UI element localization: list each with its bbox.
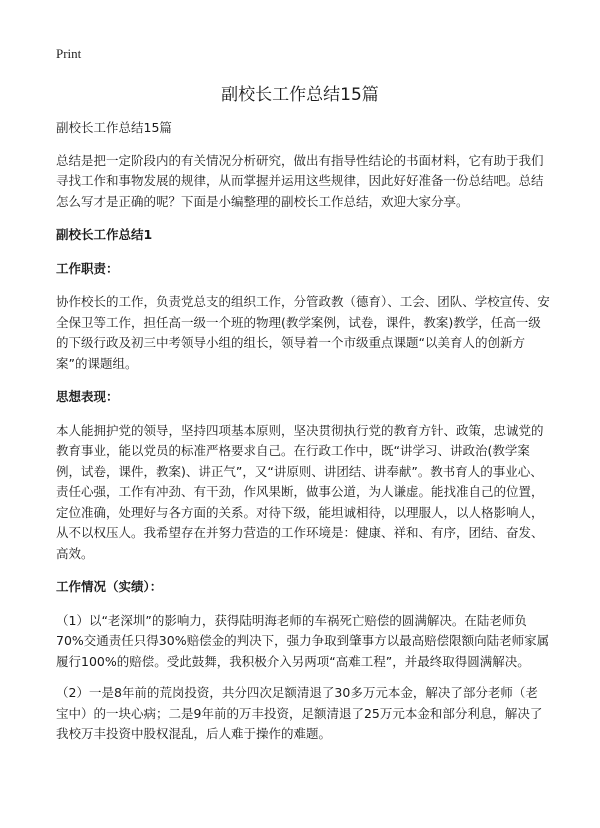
- intro-paragraph: 总结是把一定阶段内的有关情况分析研究，做出有指导性结论的书面材料，它有助于我们寻找工作和事物发展的规律，从而掌握并运用这些规律，因此好好准备一份总结吧。总结怎么写才是正确的呢？下面是小编整理的副校长工作总结，欢迎大家分享。: [56, 152, 544, 209]
- document-subtitle: 副校长工作总结15篇: [56, 120, 172, 135]
- work-heading: 工作情况（实绩）：: [56, 579, 163, 594]
- section-heading: 副校长工作总结1: [56, 227, 153, 242]
- page-title: 副校长工作总结15篇: [221, 85, 379, 105]
- print-link[interactable]: Print: [56, 46, 82, 61]
- document-body: [56, 118, 550, 758]
- duties-paragraph: 协作校长的工作，负责党总支的组织工作，分管政教（德育）、工会、团队、学校宣传、安全保卫等工作，担任高一级一个班的物理(教学案例，试卷，课件，教案)教学，任高一级的下级行政及初三中考领导小组的组长，领导着一个市级重点课题“以美育人的创新方案”的课题组。: [56, 294, 550, 371]
- work-item-1: （1）以“老深圳”的影响力，获得陆明海老师的车祸死亡赔偿的圆满解决。在陆老师负70%交通责任只得30%赔偿金的判决下，强力争取到肇事方以最高赔偿限额向陆老师家属履行100%的赔偿。受此鼓舞，我积极介入另两项“高难工程”，并最终取得圆满解决。: [56, 612, 550, 669]
- duties-heading: 工作职责：: [56, 260, 119, 276]
- thoughts-heading: 思想表现：: [56, 389, 119, 404]
- thoughts-paragraph: 本人能拥护党的领导，坚持四项基本原则，坚决贯彻执行党的教育方针、政策，忠诚党的教育事业，能以党员的标准严格要求自己。在行政工作中，既“讲学习、讲政治(教学案例，试卷，课件，教案)、讲正气”，又“讲原则、讲团结、讲奉献”。教书育人的事业心、责任心强，工作有冲劲、有干劲，作风果断，做事公道，为人谦虚。能找准自己的位置，定位准确，处理好与各方面的关系。对待下级，能坦诚相待，以理服人，以人格影响人，从不以权压人。我希望存在并努力营造的工作环境是：健康、祥和、有序，团结、奋发、高效。: [56, 422, 544, 561]
- work-item-2: （2）一是8年前的荒岗投资，共分四次足额清退了30多万元本金，解决了部分老师（老宝中）的一块心病；二是9年前的万丰投资，足额清退了25万元本金和部分利息，解决了我校万丰投资中股权混乱，后人难于操作的难题。: [56, 685, 543, 741]
